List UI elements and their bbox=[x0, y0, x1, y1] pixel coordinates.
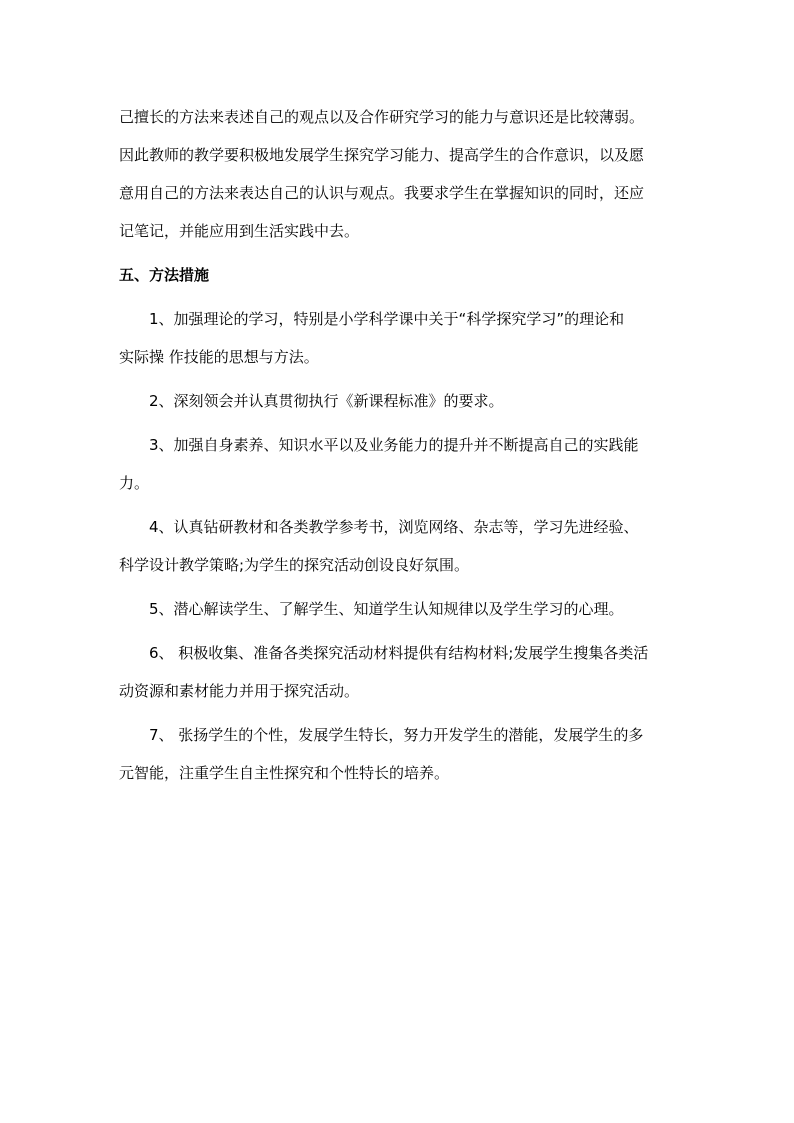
text-line: 力。 bbox=[119, 474, 150, 492]
measure-item-6 bbox=[119, 634, 679, 710]
measure-item-5 bbox=[119, 590, 679, 628]
measure-item-3 bbox=[119, 426, 679, 502]
measure-item-4 bbox=[119, 508, 679, 584]
intro-paragraph bbox=[119, 98, 679, 250]
measure-item-2 bbox=[119, 382, 679, 420]
text-line: 己擅长的方法来表述自己的观点以及合作研究学习的能力与意识还是比较薄弱。 bbox=[119, 108, 645, 126]
text-line: 实际操 作技能的思想与方法。 bbox=[119, 348, 319, 366]
text-line: 因此教师的教学要积极地发展学生探究学习能力、提高学生的合作意识，以及愿 bbox=[119, 146, 645, 164]
measure-item-1 bbox=[119, 300, 679, 376]
text-line: 科学设计教学策略;为学生的探究活动创设良好氛围。 bbox=[119, 556, 470, 574]
text-line: 意用自己的方法来表达自己的认识与观点。我要求学生在掌握知识的同时，还应 bbox=[119, 184, 645, 202]
text-line: 动资源和素材能力并用于探究活动。 bbox=[119, 682, 360, 700]
section-heading: 五、方法措施 bbox=[119, 266, 210, 284]
text-line: 3、加强自身素养、知识水平以及业务能力的提升并不断提高自己的实践能 bbox=[149, 436, 639, 454]
text-line: 记笔记，并能应用到生活实践中去。 bbox=[119, 222, 360, 240]
measure-item-7 bbox=[119, 716, 679, 792]
text-line: 4、认真钻研教材和各类教学参考书，浏览网络、杂志等，学习先进经验、 bbox=[149, 518, 639, 536]
text-line: 7、 张扬学生的个性，发展学生特长，努力开发学生的潜能，发展学生的多 bbox=[149, 726, 644, 744]
text-line: 6、 积极收集、准备各类探究活动材料提供有结构材料;发展学生搜集各类活 bbox=[149, 644, 649, 662]
text-line: 元智能，注重学生自主性探究和个性特长的培养。 bbox=[119, 764, 450, 782]
document-body bbox=[119, 98, 679, 792]
text-line: 5、潜心解读学生、了解学生、知道学生认知规律以及学生学习的心理。 bbox=[149, 600, 624, 618]
text-line: 2、深刻领会并认真贯彻执行《新课程标准》的要求。 bbox=[149, 392, 504, 410]
text-line: 1、加强理论的学习，特别是小学科学课中关于“科学探究学习”的理论和 bbox=[149, 310, 625, 328]
